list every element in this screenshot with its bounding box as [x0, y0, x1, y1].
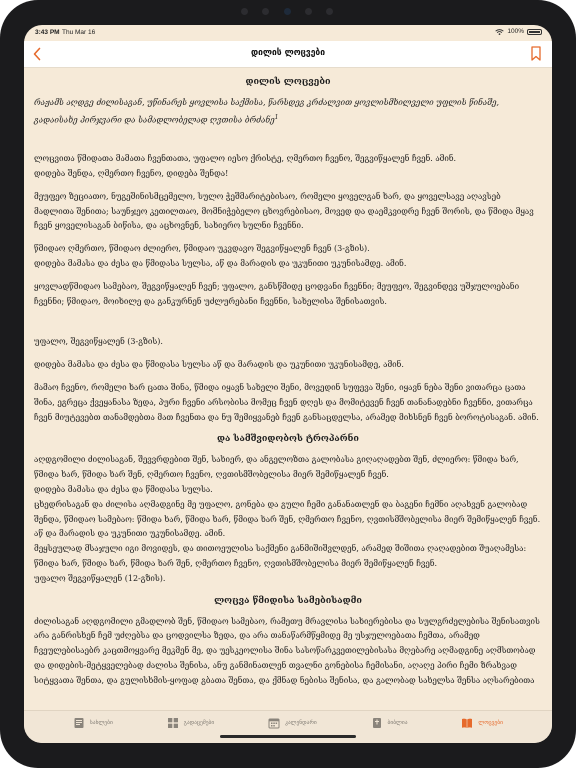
section-heading: დილის ლოცვები: [245, 77, 331, 87]
tab-label: გადაცემები: [183, 720, 215, 726]
section-heading: და სამშვიდობოს ტროპარნი: [217, 434, 359, 445]
prayer-paragraph: [34, 453, 542, 586]
tab-bar: [24, 710, 552, 743]
grid-icon: [167, 717, 179, 729]
sensor-dot: [241, 8, 248, 15]
status-date: Thu Mar 16: [62, 29, 96, 36]
camera-icon: [284, 8, 291, 15]
prayer-line: დიდება შენდა, ღმერთო ჩვენო, დიდება შენდა!: [34, 169, 229, 179]
intro-text: რაჟამს აღდგე ძილისაგან, უწინარეს ყოვლისა საქმისა, წარსდეგ კრძალვით ყოვლისმხილველი უფლის წინაშე, გადაისახე პირჯვარი და სამადლობელად ღვთისა ბრძანე: [34, 98, 500, 125]
tab-label: კალენდარი: [285, 720, 317, 726]
screen: [24, 25, 552, 743]
prayer-line: აწ და მარადის და უკუნითი უკუნისამდე. ამინ.: [34, 529, 226, 539]
prayer-line: უფალო შეგვიწყალენ (12-გზის).: [34, 573, 166, 583]
status-time: 3:43 PM: [35, 29, 60, 36]
status-bar: [24, 25, 552, 41]
prayer-text[interactable]: [24, 68, 552, 710]
prayer-line: დიდება მამასა და ძესა და წმიდასა სულსა.: [34, 485, 213, 494]
camera-area: [0, 8, 576, 16]
prayer-paragraph: ძილისაგან აღდგომილი გმადლობ შენ, წმიდაო სამებაო, რამეთუ მრავლისა სახიერებისა და სულგრძელებისა შენისათვის არა განრისხენ ჩემ უძღებსა და ცოდვილსა ზედა, და არა თანაწარმწყმიდე მე უსჯულოებათა ჩემთა, არამედ ჩვეულებისაებრ კაცთმოყვარე მეკმენ მე, და უესკეოლისა შინა სასოწარკვეთილებისასა მღებარე აღმადგინე აღმსთობად და დიდების-მეტყველებად ძალისა შენისა, ანუ განმინათლენ თვალნი გონებისა ჩემისანი, აღაღე პირი ჩემი ზრახვად სიტყვათა შენთა, და გულისხმის-ყოფად გბათა შენთა, და ქმნად ნებისა შენისა, და გალობად სახელსა შენსა აღსარებითა: [34, 616, 540, 685]
calendar-icon: [268, 717, 280, 729]
tab-calendar[interactable]: [268, 717, 317, 729]
tab-label: ბიბლია: [387, 720, 408, 726]
tab-bible[interactable]: [371, 717, 408, 729]
footnote-marker[interactable]: 1: [274, 113, 279, 121]
prayer-paragraph: დიდება მამასა და ძესა და წმიდასა სულსა აწ და მარადის და უკუნითი უკუნისამდე, ამინ.: [34, 360, 404, 370]
battery-icon: [527, 29, 542, 35]
status-right: [495, 28, 542, 35]
prayer-line: ლოცვითა წმიდათა მამათა ჩვენთათა, უფალო იესო ქრისტე, ღმერთო ჩვენო, შეგვიწყალენ ჩვენ. ამინ.: [34, 154, 457, 164]
prayer-paragraph: [34, 152, 542, 182]
page-title: დილის ლოცვები: [250, 48, 326, 58]
prayer-paragraph: [34, 242, 542, 272]
prayer-line: ცხედრისაგან და ძილისა აღმადგინე მე უფალო, გონება და გული ჩემი განანათლენ და ბაგენი ჩემნი აღახვენ გალობად შენდა, წმიდაო სამებაო: წმიდა ხარ, წმიდა ხარ, წმიდა ხარ შენ, ღმერთო ჩვენო, ღვთისმშობელისა მიერ შემიწყალენ ჩვენ.: [34, 499, 541, 524]
navigation-bar: [24, 41, 552, 68]
tab-prayers[interactable]: [461, 717, 503, 729]
book-icon: [73, 717, 85, 729]
prayer-line: დიდება მამასა და ძესა და წმიდასა სულსა, აწ და მარადის და უკუნითი უკუნისამდე. ამინ.: [34, 259, 407, 269]
battery-percent: 100%: [507, 28, 524, 35]
section-heading: ლოცვა წმიდისა სამებისადმი: [214, 595, 362, 606]
prayer-line: აღდგომილი ძილისაგან, შევვრდებით შენ, სახიერ, და ანგელოზთა გალობასა გიღაღადებთ შენ, ძლიერო: წმიდა ხარ, წმიდა ხარ, წმიდა ხარ შენ, ღმერთო ჩვენო, ღვთისმშობელისა მიერ შემიწყალენ ჩვენ.: [34, 455, 519, 480]
prayer-paragraph: მამაო ჩვენო, რომელი ხარ ცათა შინა, წმიდა იყავნ სახელი შენი, მოვედინ სუფევა შენი, იყავნ ნება შენი ვითარცა ცათა შინა, ეგრეცა ქვეყანასა ზედა, პური ჩვენი არსობისა მომეც ჩვენ დღეს და მომიტევენ ჩვენ თანანადებნი ჩვენნი, ვითარცა ჩვენ მიუტევებთ თანამდებთა მათ ჩვენთა და ნუ შემიყვანებ ჩვენ განსაცდელსა, არამედ მიხსნენ ჩვენ ბოროტისაგან. ამინ.: [34, 383, 539, 422]
tab-label: სახლები: [89, 720, 113, 726]
sensor-dot: [305, 8, 312, 15]
wifi-icon: [495, 29, 504, 35]
sensor-dot: [326, 8, 333, 15]
prayer-line: მეყსეულად მსაჯული იგი მოვიდეს, და თითოეულისა საქმენი განმიშიშვლდენ, არამედ შიშითა ღაღადებით შუაღამესა: წმიდა ხარ, წმიდა ხარ, წმიდა ხარ შენ, ღმერთო ჩვენო, ღვთისმშობელისა მიერ შემიწყალენ ჩვენ.: [34, 544, 527, 568]
bookmark-icon[interactable]: [530, 46, 542, 61]
prayer-paragraph: მეუფეო ზეციათო, ნუგეშინისმცემელო, სულო ჭეშმარიტებისაო, რომელი ყოველგან ხარ, და ყოველსავე აღავსებ მადლითა შენითა; საუნჯეო კეთილთაო, მომნიჭებელო ცხოვრებისაო, მოვედ და დაემკვიდრე ჩვენ შორის, და წმიდა მყავ ჩვენ ყოველისაგან ბიწისა, და აცხოვნენ, სახიერო სულნი ჩვენნი.: [34, 191, 534, 231]
sensor-dot: [262, 8, 269, 15]
intro-instruction: [34, 96, 542, 128]
tab-broadcasts[interactable]: [167, 717, 215, 729]
prayer-paragraph: ყოვლადწმიდაო სამებაო, შეგვიწყალენ ჩვენ; უფალო, განსწმიდე ცოდვანი ჩვენნი; მეუფეო, შეგვინდევ უშჯულოებანი ჩვენნი; წმიდაო, მოიხილე და განკურნენ უძლურებანი ჩვენნი, სახელისა შენისათვის.: [34, 281, 520, 306]
tab-label: ლოცვები: [478, 720, 504, 726]
tab-homes[interactable]: [73, 717, 113, 729]
prayer-line: წმიდაო ღმერთო, წმიდაო ძლიერო, წმიდაო უკვდავო შეგვიწყალენ ჩვენ (3-გზის).: [34, 244, 370, 254]
open-book-icon: [461, 717, 473, 729]
prayer-paragraph: უფალო, შეგვიწყალენ (3-გზის).: [34, 337, 163, 347]
home-indicator[interactable]: [220, 735, 356, 738]
bible-icon: [371, 717, 383, 729]
